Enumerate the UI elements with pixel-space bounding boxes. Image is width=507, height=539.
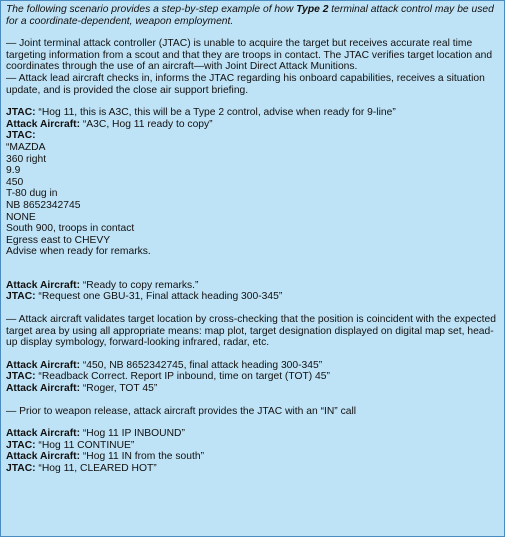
nine-line-item: 9.9 <box>6 165 21 177</box>
transmission <box>6 280 498 292</box>
prior-release-paragraph: — Prior to weapon release, attack aircraft provides the JTAC with an “IN” call <box>6 405 357 417</box>
narrative-line: — Attack lead aircraft checks in, informs the JTAC regarding his onboard capabilities, receives a situation update, and is provided the close air support briefing. <box>6 72 485 96</box>
nine-line-item: Egress east to CHEVY <box>6 234 111 246</box>
transmission <box>6 428 498 440</box>
validation-paragraph: — Attack aircraft validates target location by cross-checking that the position is coincident with the expected target area by using all appropriate means: map plot, target designation displayed on digital map set, head-up display symbology, forward-looking infrared, radar, etc. <box>6 314 496 349</box>
transmission <box>6 451 498 463</box>
message: “Ready to copy remarks.” <box>80 279 199 291</box>
nine-line-item: 450 <box>6 176 24 188</box>
message: “Hog 11 CONTINUE” <box>35 439 135 451</box>
message: “Request one GBU-31, Final attack heading 300-345” <box>35 291 283 303</box>
radio-exchange-4 <box>6 428 498 474</box>
speaker: Attack Aircraft: <box>6 383 81 395</box>
message: “Readback Correct. Report IP inbound, time on target (TOT) 45” <box>35 371 330 383</box>
message: “A3C, Hog 11 ready to copy” <box>80 118 213 130</box>
nine-line-item: NB 8652342745 <box>6 199 81 211</box>
speaker: Attack Aircraft: <box>6 359 81 371</box>
nine-line-item: 360 right <box>6 153 47 165</box>
transmission <box>6 119 498 131</box>
transmission <box>6 383 498 395</box>
message: “Hog 11 IN from the south” <box>80 451 205 463</box>
transmission <box>6 371 498 383</box>
nine-line-item: South 900, troops in contact <box>6 223 135 235</box>
transmission <box>6 130 498 142</box>
message: “Hog 11, CLEARED HOT” <box>35 463 157 474</box>
narrative-line: — Joint terminal attack controller (JTAC) is unable to acquire the target but receives accurate real time targeting information from a scout and that they are troops in contact. The JTAC verifies target location and coordinates through the use of an aircraft—with Joint Direct Attack Munitions. <box>6 38 493 73</box>
speaker: JTAC: <box>6 463 36 474</box>
speaker: JTAC: <box>6 130 36 142</box>
speaker: JTAC: <box>6 371 36 383</box>
speaker: JTAC: <box>6 107 36 119</box>
transmission <box>6 107 498 119</box>
transmission <box>6 291 498 303</box>
intro-emphasis: Type 2 <box>296 4 329 15</box>
speaker: Attack Aircraft: <box>6 451 81 463</box>
narrative-paragraph <box>6 38 498 96</box>
speaker: JTAC: <box>6 291 36 303</box>
radio-exchange-2 <box>6 280 498 303</box>
speaker: Attack Aircraft: <box>6 118 81 130</box>
radio-exchange-1 <box>6 107 498 258</box>
message: “450, NB 8652342745, final attack heading 300-345” <box>80 359 323 371</box>
nine-line-item: T-80 dug in <box>6 188 58 200</box>
speaker: Attack Aircraft: <box>6 279 81 291</box>
nine-line-item: “MAZDA <box>6 141 46 153</box>
nine-line-item: NONE <box>6 211 36 223</box>
speaker: Attack Aircraft: <box>6 428 81 440</box>
speaker: JTAC: <box>6 439 36 451</box>
transmission <box>6 360 498 372</box>
message: “Hog 11 IP INBOUND” <box>80 428 185 440</box>
radio-exchange-3 <box>6 360 498 395</box>
message: “Hog 11, this is A3C, this will be a Type 2 control, advise when ready for 9-line” <box>35 107 396 119</box>
transmission <box>6 440 498 452</box>
intro-text: The following scenario provides a step-by-step example of how Type 2 terminal attack control may be used for a coordinate-dependent, weapon employment. <box>6 4 494 27</box>
transmission <box>6 463 498 475</box>
nine-line-item: Advise when ready for remarks. <box>6 246 151 258</box>
message: “Roger, TOT 45” <box>80 383 158 395</box>
